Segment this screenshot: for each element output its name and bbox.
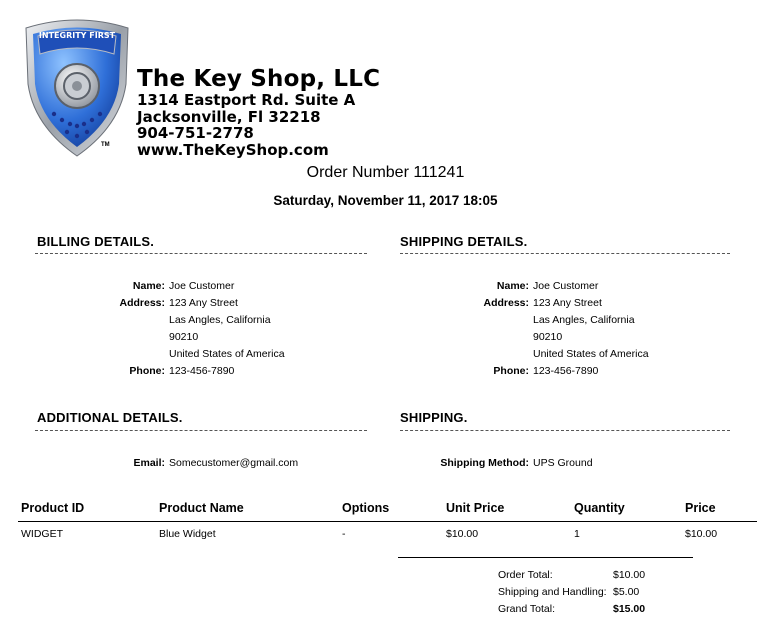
shipping-details-divider (400, 253, 730, 254)
company-phone: 904-751-2778 (137, 124, 254, 142)
billing-address-line: United States of America (169, 348, 285, 360)
shipping-phone: 123-456-7890 (533, 365, 599, 377)
header-options: Options (342, 501, 390, 515)
header-quantity: Quantity (574, 501, 625, 515)
shipping-address-line: 123 Any Street (533, 297, 602, 309)
cell-options: - (342, 528, 346, 540)
totals-rule (398, 557, 693, 558)
additional-divider (35, 430, 367, 431)
shipping-divider (400, 430, 730, 431)
shipping-address-line: 90210 (533, 331, 563, 343)
cell-product-name: Blue Widget (159, 528, 216, 540)
grand-total-value: $15.00 (613, 603, 646, 615)
shipping-method (380, 455, 771, 475)
shipping-handling-label: Shipping and Handling: (498, 586, 607, 598)
shipping-details-title: SHIPPING DETAILS. (400, 234, 528, 249)
billing-address-label: Address: (119, 297, 165, 309)
shipping-address-line: United States of America (533, 348, 649, 360)
additional-details-title: ADDITIONAL DETAILS. (37, 410, 183, 425)
company-logo (22, 14, 132, 160)
additional-details (0, 455, 380, 475)
order-number: Order Number 111241 (306, 164, 465, 181)
shipping-title: SHIPPING. (400, 410, 468, 425)
shipping-address-label: Address: (483, 297, 529, 309)
logo-badge-text: INTEGRITY FIRST (38, 31, 116, 40)
shipping-method-value: UPS Ground (533, 457, 593, 469)
billing-address-line: 123 Any Street (169, 297, 238, 309)
email-label: Email: (133, 457, 165, 469)
billing-name-label: Name: (132, 280, 165, 292)
shipping-name-label: Name: (496, 280, 529, 292)
company-address-line-2: Jacksonville, Fl 32218 (137, 107, 321, 126)
billing-address-line: 90210 (169, 331, 199, 343)
shipping-method-label: Shipping Method: (440, 457, 529, 469)
header-product-id: Product ID (21, 501, 85, 515)
header-price: Price (685, 501, 716, 515)
product-table (0, 500, 771, 550)
header-product-name: Product Name (159, 501, 244, 515)
billing-address-line: Las Angles, California (169, 314, 271, 326)
table-row (0, 528, 771, 544)
order-date: Saturday, November 11, 2017 18:05 (273, 193, 498, 208)
order-total-value: $10.00 (613, 569, 646, 581)
billing-name: Joe Customer (169, 280, 235, 292)
order-totals (0, 569, 771, 629)
company-info (137, 66, 380, 158)
shipping-phone-label: Phone: (493, 365, 529, 377)
billing-divider (35, 253, 367, 254)
header-unit-price: Unit Price (446, 501, 505, 515)
logo-trademark: TM (101, 142, 110, 148)
grand-total-label: Grand Total: (498, 603, 556, 615)
shipping-name: Joe Customer (533, 280, 599, 292)
email-value: Somecustomer@gmail.com (169, 457, 299, 469)
table-header-rule (18, 521, 757, 522)
shipping-handling-value: $5.00 (613, 586, 640, 598)
cell-quantity: 1 (574, 528, 580, 540)
billing-phone-label: Phone: (129, 365, 165, 377)
cell-product-id: WIDGET (21, 528, 63, 540)
cell-price: $10.00 (685, 528, 718, 540)
shipping-details (380, 278, 771, 388)
billing-details-title: BILLING DETAILS. (37, 234, 155, 249)
order-total-label: Order Total: (498, 569, 553, 581)
company-website: www.TheKeyShop.com (137, 140, 329, 159)
shipping-address-line: Las Angles, California (533, 314, 635, 326)
company-address-line-1: 1314 Eastport Rd. Suite A (137, 91, 356, 109)
billing-phone: 123-456-7890 (169, 365, 235, 377)
company-name: The Key Shop, LLC (137, 66, 381, 92)
billing-details (0, 278, 380, 388)
cell-unit-price: $10.00 (446, 528, 479, 540)
